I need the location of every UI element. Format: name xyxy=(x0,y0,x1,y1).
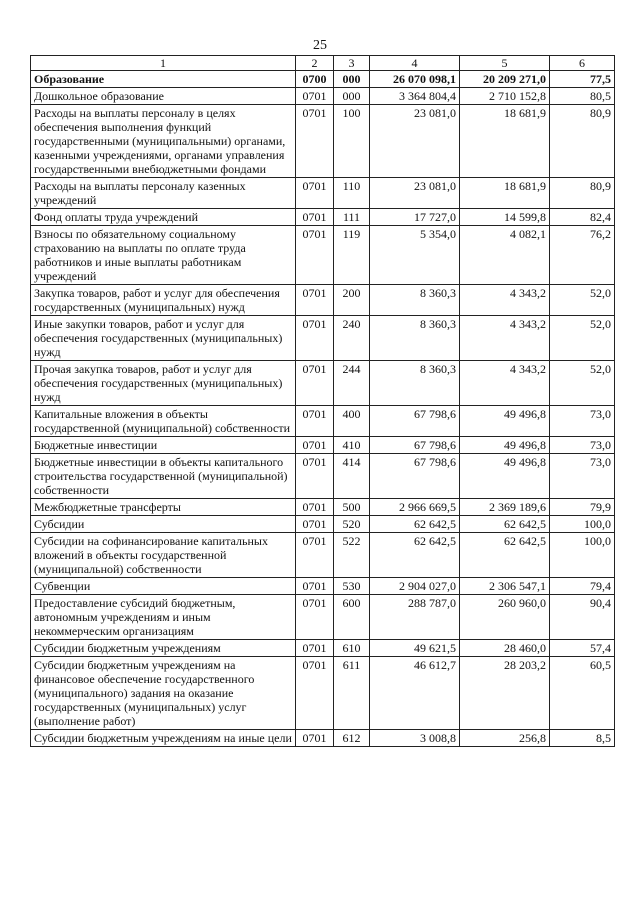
table-row xyxy=(31,437,615,454)
table-row xyxy=(31,595,615,640)
section-code-cell: 0701 xyxy=(296,105,334,178)
section-code-cell: 0701 xyxy=(296,226,334,285)
actual-amount-cell: 2 710 152,8 xyxy=(460,88,550,105)
item-name-cell: Расходы на выплаты персоналу казенных учреждений xyxy=(31,178,296,209)
actual-amount-cell: 18 681,9 xyxy=(460,178,550,209)
table-row xyxy=(31,226,615,285)
plan-amount-cell: 67 798,6 xyxy=(370,454,460,499)
table-row xyxy=(31,533,615,578)
plan-amount-cell: 8 360,3 xyxy=(370,361,460,406)
section-code-cell: 0701 xyxy=(296,595,334,640)
section-code-cell: 0701 xyxy=(296,454,334,499)
section-code-cell: 0701 xyxy=(296,406,334,437)
section-code-cell: 0701 xyxy=(296,533,334,578)
percent-cell: 8,5 xyxy=(550,730,615,747)
table-row xyxy=(31,640,615,657)
plan-amount-cell: 17 727,0 xyxy=(370,209,460,226)
column-header: 4 xyxy=(370,56,460,71)
item-name-cell: Субсидии xyxy=(31,516,296,533)
plan-amount-cell: 3 364 804,4 xyxy=(370,88,460,105)
plan-amount-cell: 23 081,0 xyxy=(370,178,460,209)
section-code-cell: 0701 xyxy=(296,578,334,595)
budget-table xyxy=(30,55,615,747)
actual-amount-cell: 62 642,5 xyxy=(460,533,550,578)
table-row xyxy=(31,285,615,316)
actual-amount-cell: 49 496,8 xyxy=(460,406,550,437)
item-name-cell: Бюджетные инвестиции в объекты капитального строительства государственной (муниципальной) собственности xyxy=(31,454,296,499)
item-name-cell: Субсидии бюджетным учреждениям на финансовое обеспечение государственного (муниципального) задания на оказание государственных (муниципальных) услуг (выполнение работ) xyxy=(31,657,296,730)
table-row xyxy=(31,454,615,499)
actual-amount-cell: 4 343,2 xyxy=(460,285,550,316)
table-row xyxy=(31,516,615,533)
percent-cell: 82,4 xyxy=(550,209,615,226)
expense-code-cell: 240 xyxy=(334,316,370,361)
table-row xyxy=(31,316,615,361)
section-code-cell: 0701 xyxy=(296,730,334,747)
header-row xyxy=(31,56,615,71)
expense-code-cell: 410 xyxy=(334,437,370,454)
item-name-cell: Прочая закупка товаров, работ и услуг для обеспечения государственных (муниципальных) нужд xyxy=(31,361,296,406)
plan-amount-cell: 49 621,5 xyxy=(370,640,460,657)
percent-cell: 100,0 xyxy=(550,533,615,578)
table-row xyxy=(31,578,615,595)
item-name-cell: Фонд оплаты труда учреждений xyxy=(31,209,296,226)
table-row xyxy=(31,88,615,105)
expense-code-cell: 520 xyxy=(334,516,370,533)
table-row xyxy=(31,209,615,226)
percent-cell: 77,5 xyxy=(550,71,615,88)
plan-amount-cell: 5 354,0 xyxy=(370,226,460,285)
section-code-cell: 0701 xyxy=(296,516,334,533)
column-header: 3 xyxy=(334,56,370,71)
section-code-cell: 0700 xyxy=(296,71,334,88)
item-name-cell: Межбюджетные трансферты xyxy=(31,499,296,516)
section-code-cell: 0701 xyxy=(296,285,334,316)
section-code-cell: 0701 xyxy=(296,640,334,657)
actual-amount-cell: 2 369 189,6 xyxy=(460,499,550,516)
actual-amount-cell: 4 343,2 xyxy=(460,361,550,406)
item-name-cell: Субвенции xyxy=(31,578,296,595)
plan-amount-cell: 67 798,6 xyxy=(370,437,460,454)
item-name-cell: Иные закупки товаров, работ и услуг для обеспечения государственных (муниципальных) нужд xyxy=(31,316,296,361)
column-header: 6 xyxy=(550,56,615,71)
actual-amount-cell: 49 496,8 xyxy=(460,454,550,499)
plan-amount-cell: 67 798,6 xyxy=(370,406,460,437)
expense-code-cell: 200 xyxy=(334,285,370,316)
item-name-cell: Закупка товаров, работ и услуг для обеспечения государственных (муниципальных) нужд xyxy=(31,285,296,316)
plan-amount-cell: 288 787,0 xyxy=(370,595,460,640)
item-name-cell: Капитальные вложения в объекты государственной (муниципальной) собственности xyxy=(31,406,296,437)
actual-amount-cell: 2 306 547,1 xyxy=(460,578,550,595)
item-name-cell: Взносы по обязательному социальному страхованию на выплаты по оплате труда работников и иные выплаты работникам учреждений xyxy=(31,226,296,285)
actual-amount-cell: 4 343,2 xyxy=(460,316,550,361)
expense-code-cell: 000 xyxy=(334,88,370,105)
expense-code-cell: 530 xyxy=(334,578,370,595)
actual-amount-cell: 20 209 271,0 xyxy=(460,71,550,88)
percent-cell: 57,4 xyxy=(550,640,615,657)
actual-amount-cell: 18 681,9 xyxy=(460,105,550,178)
column-header: 5 xyxy=(460,56,550,71)
percent-cell: 52,0 xyxy=(550,285,615,316)
expense-code-cell: 100 xyxy=(334,105,370,178)
actual-amount-cell: 28 460,0 xyxy=(460,640,550,657)
expense-code-cell: 611 xyxy=(334,657,370,730)
percent-cell: 76,2 xyxy=(550,226,615,285)
table-row xyxy=(31,657,615,730)
plan-amount-cell: 3 008,8 xyxy=(370,730,460,747)
actual-amount-cell: 28 203,2 xyxy=(460,657,550,730)
expense-code-cell: 600 xyxy=(334,595,370,640)
item-name-cell: Расходы на выплаты персоналу в целях обеспечения выполнения функций государственными (муниципальными) органами, казенными учреждениями, органами управления государственными внебюджетными фондами xyxy=(31,105,296,178)
plan-amount-cell: 62 642,5 xyxy=(370,516,460,533)
item-name-cell: Образование xyxy=(31,71,296,88)
item-name-cell: Субсидии на софинансирование капитальных вложений в объекты государственной (муниципальной) собственности xyxy=(31,533,296,578)
actual-amount-cell: 256,8 xyxy=(460,730,550,747)
plan-amount-cell: 8 360,3 xyxy=(370,285,460,316)
percent-cell: 60,5 xyxy=(550,657,615,730)
plan-amount-cell: 26 070 098,1 xyxy=(370,71,460,88)
column-header: 2 xyxy=(296,56,334,71)
column-header: 1 xyxy=(31,56,296,71)
table-row xyxy=(31,178,615,209)
percent-cell: 52,0 xyxy=(550,361,615,406)
item-name-cell: Бюджетные инвестиции xyxy=(31,437,296,454)
percent-cell: 79,4 xyxy=(550,578,615,595)
item-name-cell: Субсидии бюджетным учреждениям xyxy=(31,640,296,657)
expense-code-cell: 500 xyxy=(334,499,370,516)
section-code-cell: 0701 xyxy=(296,88,334,105)
expense-code-cell: 610 xyxy=(334,640,370,657)
actual-amount-cell: 14 599,8 xyxy=(460,209,550,226)
percent-cell: 52,0 xyxy=(550,316,615,361)
item-name-cell: Дошкольное образование xyxy=(31,88,296,105)
table-row xyxy=(31,730,615,747)
expense-code-cell: 244 xyxy=(334,361,370,406)
section-code-cell: 0701 xyxy=(296,499,334,516)
item-name-cell: Субсидии бюджетным учреждениям на иные цели xyxy=(31,730,296,747)
table-row xyxy=(31,71,615,88)
plan-amount-cell: 2 966 669,5 xyxy=(370,499,460,516)
expense-code-cell: 119 xyxy=(334,226,370,285)
actual-amount-cell: 4 082,1 xyxy=(460,226,550,285)
percent-cell: 90,4 xyxy=(550,595,615,640)
section-code-cell: 0701 xyxy=(296,209,334,226)
plan-amount-cell: 62 642,5 xyxy=(370,533,460,578)
percent-cell: 80,9 xyxy=(550,105,615,178)
plan-amount-cell: 8 360,3 xyxy=(370,316,460,361)
percent-cell: 80,5 xyxy=(550,88,615,105)
section-code-cell: 0701 xyxy=(296,657,334,730)
plan-amount-cell: 23 081,0 xyxy=(370,105,460,178)
section-code-cell: 0701 xyxy=(296,437,334,454)
expense-code-cell: 110 xyxy=(334,178,370,209)
table-row xyxy=(31,499,615,516)
expense-code-cell: 612 xyxy=(334,730,370,747)
table-row xyxy=(31,406,615,437)
percent-cell: 73,0 xyxy=(550,437,615,454)
expense-code-cell: 414 xyxy=(334,454,370,499)
section-code-cell: 0701 xyxy=(296,178,334,209)
expense-code-cell: 111 xyxy=(334,209,370,226)
page-number: 25 xyxy=(313,38,327,53)
section-code-cell: 0701 xyxy=(296,361,334,406)
expense-code-cell: 000 xyxy=(334,71,370,88)
table-row xyxy=(31,361,615,406)
percent-cell: 73,0 xyxy=(550,406,615,437)
table-row xyxy=(31,105,615,178)
expense-code-cell: 400 xyxy=(334,406,370,437)
plan-amount-cell: 46 612,7 xyxy=(370,657,460,730)
plan-amount-cell: 2 904 027,0 xyxy=(370,578,460,595)
item-name-cell: Предоставление субсидий бюджетным, автономным учреждениям и иным некоммерческим организациям xyxy=(31,595,296,640)
percent-cell: 100,0 xyxy=(550,516,615,533)
expense-code-cell: 522 xyxy=(334,533,370,578)
actual-amount-cell: 260 960,0 xyxy=(460,595,550,640)
actual-amount-cell: 62 642,5 xyxy=(460,516,550,533)
percent-cell: 79,9 xyxy=(550,499,615,516)
percent-cell: 73,0 xyxy=(550,454,615,499)
percent-cell: 80,9 xyxy=(550,178,615,209)
section-code-cell: 0701 xyxy=(296,316,334,361)
actual-amount-cell: 49 496,8 xyxy=(460,437,550,454)
